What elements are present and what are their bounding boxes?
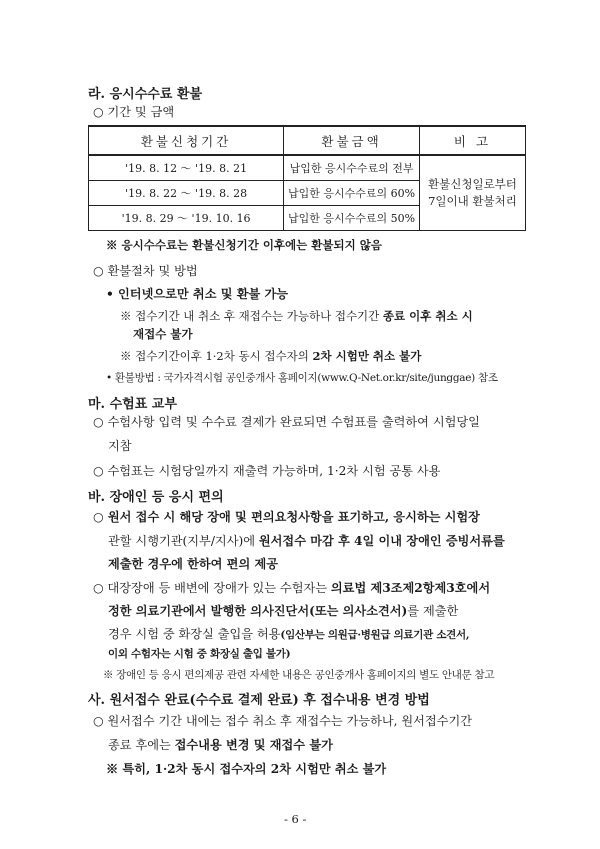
- ba-text-bold: 원서접수 마감 후 4일 이내 장애인 증빙서류를: [258, 534, 505, 548]
- sa-note: ※ 특히, 1·2차 동시 접수자의 2차 시험만 취소 불가: [106, 762, 387, 776]
- table-cell-period: '19. 8. 22 ～ '19. 8. 28: [89, 181, 284, 206]
- note-second-exam: [120, 348, 421, 364]
- note-text-bold: 2차 시험만 취소 불가: [312, 349, 422, 363]
- table-cell-remark: [419, 155, 525, 231]
- note-reapply: [120, 308, 473, 324]
- ba-text: 를 제출한: [407, 604, 459, 618]
- ba-item-2-line2: [108, 602, 458, 619]
- table-cell-amount: 납입한 응시수수료의 60%: [284, 181, 420, 206]
- table-row: [89, 155, 526, 181]
- section-ra-title: 라. 응시수수료 환불: [88, 87, 203, 102]
- ba-item-2-line4: 이외 수험자는 시험 중 화장실 출입 불가): [108, 648, 291, 660]
- refund-method-item: • 환불방법 : 국가자격시험 공인중개사 홈페이지(www.Q-Net.or.kr/site/junggae) 참조: [106, 372, 498, 384]
- table-cell-amount: 납입한 응시수수료의 50%: [284, 206, 420, 231]
- table-header-period: 환불신청기간: [89, 126, 284, 155]
- section-ma-title: 마. 수험표 교부: [88, 397, 177, 412]
- ba-item-1-line2: [108, 532, 505, 549]
- ba-item-2: [93, 579, 490, 596]
- note-text-bold: 종료 이후 취소 시: [382, 309, 473, 323]
- sa-item-1: ○ 원서접수 기간 내에는 접수 취소 후 재접수는 가능하나, 원서접수기간: [93, 714, 473, 728]
- sa-item-1-cont: [108, 736, 333, 753]
- ba-item-2-line3: [108, 625, 469, 642]
- ba-note: ※ 장애인 등 응시 편의제공 관련 자세한 내용은 공인중개사 홈페이지의 별도 안내문 참고: [103, 669, 495, 681]
- ba-item-1-line3: 제출한 경우에 한하여 편의 제공: [108, 557, 279, 571]
- ma-item-1-cont: 지참: [108, 439, 132, 453]
- section-sa-title: 사. 원서접수 완료(수수료 결제 완료) 후 접수내용 변경 방법: [88, 693, 430, 708]
- table-header-amount: 환불금액: [284, 126, 420, 155]
- ba-text: ○ 대장장애 등 배변에 장애가 있는 수험자는: [93, 581, 331, 595]
- ba-text-bold: 정한 의료기관에서 발행한 의사진단서(또는 의사소견서): [108, 604, 408, 618]
- section-ba-title: 바. 장애인 등 응시 편의: [88, 490, 224, 505]
- period-amount-heading: ○ 기간 및 금액: [93, 105, 175, 119]
- ba-text-bold: (임산부는 의원급·병원급 의료기관 소견서,: [280, 629, 470, 641]
- ma-item-1: ○ 수험사항 입력 및 수수료 결제가 완료되면 수험표를 출력하여 시험당일: [93, 415, 480, 429]
- remark-line: 7일이내 환불처리: [428, 194, 517, 208]
- ba-text-bold: 의료법 제3조제2항제3호에서: [330, 581, 491, 595]
- table-cell-period: '19. 8. 29 ～ '19. 10. 16: [89, 206, 284, 231]
- refund-procedure-heading: ○ 환불절차 및 방법: [93, 264, 198, 278]
- page-number: - 6 -: [284, 812, 307, 826]
- online-only-item: • 인터넷으로만 취소 및 환불 가능: [106, 287, 289, 301]
- refund-table: [88, 125, 526, 231]
- refund-note: ※ 응시수수료는 환불신청기간 이후에는 환불되지 않음: [106, 238, 382, 252]
- ba-text: 경우 시험 중 화장실 출입을 허용: [108, 627, 281, 641]
- remark-line: 환불신청일로부터: [428, 177, 517, 191]
- ba-text: 관할 시행기관(지부/지사)에: [108, 534, 259, 548]
- sa-text: 종료 후에는: [108, 738, 175, 752]
- table-cell-period: '19. 8. 12 ～ '19. 8. 21: [89, 155, 284, 181]
- ma-item-2: ○ 수험표는 시험당일까지 재출력 가능하며, 1·2차 시험 공통 사용: [93, 464, 441, 478]
- table-cell-amount: 납입한 응시수수료의 전부: [284, 155, 420, 181]
- note-text: ※ 접수기간이후 1·2차 동시 접수자의: [120, 349, 313, 363]
- note-text: ※ 접수기간 내 취소 후 재접수는 가능하나 접수기간: [120, 309, 383, 323]
- ba-item-1: ○ 원서 접수 시 해당 장애 및 편의요청사항을 표기하고, 응시하는 시험장: [93, 510, 480, 524]
- table-header-remark: 비 고: [419, 126, 525, 155]
- note-reapply-cont: 재접수 불가: [133, 327, 193, 341]
- sa-text-bold: 접수내용 변경 및 재접수 불가: [174, 738, 333, 752]
